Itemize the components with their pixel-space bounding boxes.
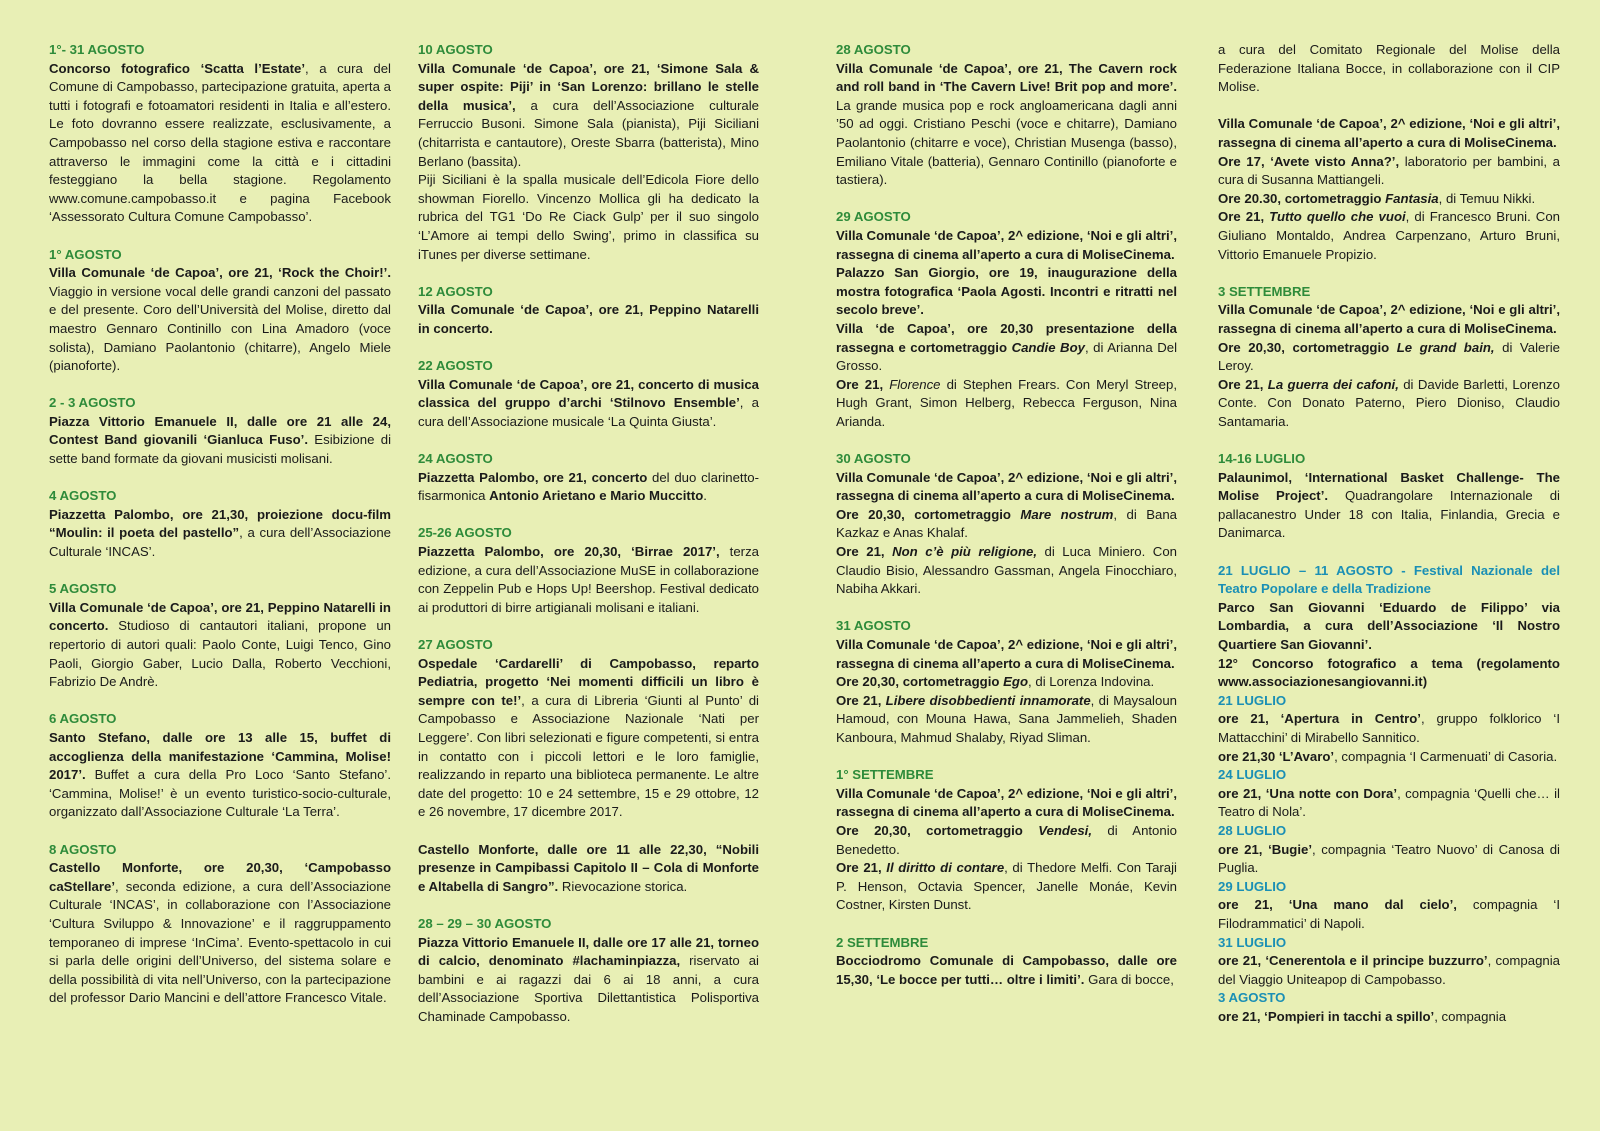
event-date: 25-26 AGOSTO [418,525,512,541]
event-text: Ore 20,30, cortometraggio Mare nostrum, di Bana Kazkaz e Anas Khalaf. [836,506,1178,541]
event-text: Ore 20.30, cortometraggio Fantasia, di Temuu Nikki. [1218,190,1536,206]
event-date: 22 AGOSTO [418,358,493,374]
event-12-agosto [418,283,759,339]
event-text: Villa Comunale ‘de Capoa’, 2^ edizione, ‘Noi e gli altri’, rassegna di cinema all’aperto a cura di MoliseCinema. [836,637,1177,671]
festival-date: 31 LUGLIO [1218,934,1287,950]
event-1-settembre [836,766,1177,915]
event-date: 4 AGOSTO [49,488,117,504]
event-14-16-luglio [1218,450,1560,543]
festival-date: 3 AGOSTO [1218,990,1286,1006]
festival-show: ore 21, ‘Una mano dal cielo’, compagnia ‘I Filodrammatici’ di Napoli. [1218,897,1561,931]
event-text: Villa Comunale ‘de Capoa’, ore 21, ‘Simone Sala & super ospite: Piji’ in ‘San Lorenzo: brillano le stelle della musica’, a cura dell’Associazione culturale Ferruccio Busoni. Simone Sala (pianista), Piji Siciliani (chitarrista e cantautore), Oreste Sbarra (batterista), Mino Berlano (bassita). [418,60,759,169]
event-27-agosto-castello [418,841,759,897]
event-28-30-agosto [418,915,759,1027]
event-text: Villa Comunale ‘de Capoa’, ore 21, Peppino Natarelli in concerto. [418,302,759,336]
event-date: 31 AGOSTO [836,618,911,634]
festival-title: 21 LUGLIO – 11 AGOSTO - Festival Nazionale del Teatro Popolare e della Tradizione [1218,562,1560,597]
event-text: Villa Comunale ‘de Capoa’, ore 21, ‘Rock the Choir!’. Viaggio in versione vocal delle grandi canzoni del passato e del presente. Coro dell’Università del Molise, diretto dal maestro Gennaro Continillo con Lina Amadoro (voce solista), Damiano Paolantonio (chitarre), Angelo Miele (pianoforte). [49,265,391,374]
event-28-agosto [836,41,1177,190]
event-text: Ore 20,30, cortometraggio Ego, di Lorenza Indovina. [836,674,1155,690]
event-text: a cura del Comitato Regionale del Molise della Federazione Italiana Bocce, in collaborazione con il CIP Molise. [1218,42,1560,95]
event-text: Ore 21, La guerra dei cafoni, di Davide Barletti, Lorenzo Conte. Con Donato Paterno, Piero Dioniso, Claudio Santamaria. [1218,376,1560,429]
event-1-31-agosto [49,41,391,227]
festival-teatro-popolare [1218,562,1560,1027]
event-text: Villa Comunale ‘de Capoa’, ore 21, Peppino Natarelli in concerto. Studioso di cantautori italiani, propone un repertorio di autori quali: Paolo Conte, Luigi Tenco, Gino Paoli, Giorgio Gaber, Lucio Dalla, Roberto Vecchioni, Fabrizio De Andrè. [49,599,391,690]
event-29-agosto [836,208,1177,431]
event-date: 28 – 29 – 30 AGOSTO [418,915,552,931]
festival-show: ore 21, ‘Bugie’, compagnia ‘Teatro Nuovo’ di Canosa di Puglia. [1218,841,1560,876]
event-text: Villa Comunale ‘de Capoa’, ore 21, The Cavern rock and roll band in ‘The Cavern Live! Brit pop and more’. La grande musica pop e rock angloamericana dagli anni ’50 ad oggi. Cristiano Peschi (voce e chitarre), Damiano Paolantonio (chitarre e voce), Christian Musenga (basso), Emiliano Vitale (batteria), Gennaro Continillo (pianoforte e tastiera). [836,60,1177,188]
event-text: Piazzetta Palombo, ore 21,30, proiezione docu-film “Moulin: il poeta del pastello”, a cura dell’Associazione Culturale ‘INCAS’. [49,506,391,560]
event-text: Ore 21, Il diritto di contare, di Thedore Melfi. Con Taraji P. Henson, Octavia Spencer, Janelle Monáe, Kevin Costner, Kirsten Dunst. [836,860,1177,913]
event-date: 2 - 3 AGOSTO [49,395,136,411]
event-text: Piazzetta Palombo, ore 20,30, ‘Birrae 2017’, terza edizione, a cura dell’Associazione MuSE in collaborazione con Zeppelin Pub e Hops Up! Beershop. Festival dedicato ai produttori di birre artigianali molisani e italiani. [418,544,759,615]
event-text: Concorso fotografico ‘Scatta l’Estate’, a cura del Comune di Campobasso, partecipazione gratuita, aperta a tutti i fotografi e fotoamatori residenti in Italia e all’estero. Le foto dovranno essere realizzate, esclusivamente, a Campobasso nel corso della stagione estiva e raccontare attraverso le immagini come la città e i cittadini festeggiano la bella stagione. Regolamento www.comune.campobasso.it e pagina Facebook ‘Assessorato Cultura Comune Campobasso’. [49,60,391,225]
event-text: Villa Comunale ‘de Capoa’, ore 21, concerto di musica classica del gruppo d’archi ‘Stilnovo Ensemble’, a cura dell’Associazione musicale ‘La Quinta Giusta’. [418,376,759,429]
event-date: 27 AGOSTO [418,637,493,652]
event-text: Palazzo San Giorgio, ore 19, inaugurazione della mostra fotografica ‘Paola Agosti. Incontri e ritratti nel secolo breve’. [836,265,1177,318]
event-text: Santo Stefano, dalle ore 13 alle 15, buffet di accoglienza della manifestazione ‘Cammina, Molise! 2017’. Buffet a cura della Pro Loco ‘Santo Stefano’. ‘Cammina, Molise!’ è un evento turistico-socio-culturale, organizzato dall’Associazione Culturale ‘La Terra’. [49,729,391,820]
event-31-agosto [836,617,1177,747]
event-text: Ore 21, Florence di Stephen Frears. Con Meryl Streep, Hugh Grant, Simon Helberg, Rebecca Ferguson, Nina Arianda. [836,376,1177,429]
event-text: Ospedale ‘Cardarelli’ di Campobasso, reparto Pediatria, progetto ‘Nei momenti difficili un libro è sempre con te!’, a cura di Libreria ‘Giunti al Punto’ di Campobasso e Associazione Nazionale ‘Nati per Leggere’. Con libri selezionati e figure competenti, si entra in contatto con i piccoli lettori e le loro famiglie, realizzando in reparto una biblioteca permanente. Le altre date del progetto: 10 e 24 settembre, 15 e 29 ottobre, 12 e 26 novembre, 17 dicembre 2017. [418,655,759,820]
event-1-agosto [49,246,391,376]
festival-contest: 12° Concorso fotografico a tema (regolamento www.associazionesangiovanni.it) [1218,655,1560,690]
festival-show: ore 21, ‘Pompieri in tacchi a spillo’, compagnia [1218,1008,1507,1024]
event-date: 24 AGOSTO [418,451,493,467]
event-22-agosto [418,357,759,431]
event-date: 3 SETTEMBRE [1218,283,1311,299]
event-27-agosto [418,636,759,822]
event-text: Bocciodromo Comunale di Campobasso, dalle ore 15,30, ‘Le bocce per tutti… oltre i limiti’. Gara di bocce, [836,953,1177,987]
column-4 [1218,41,1560,1026]
event-10-agosto [418,41,759,264]
event-text: Villa Comunale ‘de Capoa’, 2^ edizione, ‘Noi e gli altri’, rassegna di cinema all’aperto a cura di MoliseCinema. [836,227,1177,262]
event-5-agosto [49,580,391,692]
festival-place: Parco San Giovanni ‘Eduardo de Filippo’ via Lombardia, a cura dell’Associazione ‘Il Nostro Quartiere San Giovanni’. [1218,599,1560,652]
event-text: Villa Comunale ‘de Capoa’, 2^ edizione, ‘Noi e gli altri’, rassegna di cinema all’aperto a cura di MoliseCinema. [836,785,1177,820]
event-24-agosto [418,450,759,506]
event-text: Castello Monforte, ore 20,30, ‘Campobasso caStellare’, seconda edizione, a cura dell’Associazione Culturale ‘INCAS’, in collaborazione con l’Associazione ‘Cultura Sviluppo & Innovazione’ e il raggruppamento temporaneo di imprese ‘InCima’. Evento-spettacolo in cui si parla delle origini dell’Universo, del sistema solare e della possibilità di vita nell’Universo, con la partecipazione del professor Dario Mancini e dell’attore Francesco Vitale. [49,860,391,1006]
event-date: 8 AGOSTO [49,841,117,857]
event-date: 2 SETTEMBRE [836,934,929,950]
event-date: 14-16 LUGLIO [1218,451,1306,467]
event-6-agosto [49,710,391,822]
event-text: Piazzetta Palombo, ore 21, concerto del duo clarinetto-fisarmonica Antonio Arietano e Mario Muccitto. [418,469,759,504]
festival-show: ore 21, ‘Una notte con Dora’, compagnia ‘Quelli che… il Teatro di Nola’. [1218,785,1560,820]
event-text: Ore 21, Tutto quello che vuoi, di Francesco Bruni. Con Giuliano Montaldo, Andrea Carpenzano, Arturo Bruni, Vittorio Emanuele Propizio. [1218,209,1560,262]
event-25-26-agosto [418,524,759,617]
festival-show: ore 21, ‘Apertura in Centro’, gruppo folklorico ‘I Mattacchini’ di Mirabello Sannitico. [1218,711,1560,745]
event-date: 1° AGOSTO [49,246,122,262]
event-30-agosto [836,450,1177,599]
event-date: 10 AGOSTO [418,42,493,57]
event-date: 1° SETTEMBRE [836,767,934,783]
event-text: Ore 21, Libere disobbedienti innamorate, di Maysaloun Hamoud, con Mouna Hawa, Sana Jammelieh, Shaden Kanboura, Mahmud Shalaby, Riyad Sliman. [836,692,1177,745]
event-text: Villa Comunale ‘de Capoa’, 2^ edizione, ‘Noi e gli altri’, rassegna di cinema all’aperto a cura di MoliseCinema. [1218,116,1560,150]
event-date: 30 AGOSTO [836,451,911,467]
event-date: 12 AGOSTO [418,283,493,299]
event-text: Ore 21, Non c’è più religione, di Luca Miniero. Con Claudio Bisio, Alessandro Gassman, Angela Finocchiaro, Nabiha Akkari. [836,544,1178,597]
event-date: 28 AGOSTO [836,42,911,57]
event-4-agosto [49,487,391,561]
event-date: 1°- 31 AGOSTO [49,42,145,57]
event-2-settembre-cinema [1218,115,1560,264]
event-text: Villa ‘de Capoa’, ore 20,30 presentazione della rassegna e cortometraggio Candie Boy, di Arianna Del Grosso. [836,320,1178,374]
event-3-settembre [1218,283,1560,432]
event-text: Ore 17, ‘Avete visto Anna?’, laboratorio per bambini, a cura di Susanna Mattiangeli. [1218,153,1560,188]
festival-date: 29 LUGLIO [1218,878,1287,894]
event-text: Ore 20,30, cortometraggio Vendesi, di Antonio Benedetto. [836,822,1177,857]
festival-date: 21 LUGLIO [1218,692,1287,708]
column-1 [49,41,391,1026]
event-2-settembre-cont [1218,41,1560,97]
event-date: 29 AGOSTO [836,209,911,225]
event-2-3-agosto [49,394,391,468]
festival-date: 28 LUGLIO [1218,822,1287,838]
event-2-settembre [836,934,1177,990]
event-date: 6 AGOSTO [49,711,117,727]
festival-show: ore 21, ‘Cenerentola e il principe buzzurro’, compagnia del Viaggio Uniteapop di Campobasso. [1218,953,1560,987]
event-text: Villa Comunale ‘de Capoa’, 2^ edizione, ‘Noi e gli altri’, rassegna di cinema all’aperto a cura di MoliseCinema. [836,469,1177,504]
column-2 [418,41,759,1045]
event-note: Piji Siciliani è la spalla musicale dell’Edicola Fiore dello showman Fiorello. Vincenzo Mollica gli ha dedicato la rubrica del TG1 ‘Do Re Ciack Gulp’ per il suo singolo ‘L’Amore ai tempi dello Swing’, primo in classifica su iTunes per diverse settimane. [418,172,759,262]
event-text: Piazza Vittorio Emanuele II, dalle ore 17 alle 21, torneo di calcio, denominato #lachaminpiazza, riservato ai bambini e ai ragazzi dai 6 ai 18 anni, a cura dell’Associazione Sportiva Dilettantistica Polisportiva Chaminade Campobasso. [418,934,759,1024]
festival-show: ore 21,30 ‘L’Avaro’, compagnia ‘I Carmenuati’ di Casoria. [1218,748,1558,764]
event-date: 5 AGOSTO [49,581,117,597]
event-text: Villa Comunale ‘de Capoa’, 2^ edizione, ‘Noi e gli altri’, rassegna di cinema all’aperto a cura di MoliseCinema. [1218,302,1560,336]
event-text: Castello Monforte, dalle ore 11 alle 22,30, “Nobili presenze in Campibassi Capitolo II – Cola di Monforte e Altabella di Sangro”. Rievocazione storica. [418,841,759,894]
event-text: Piazza Vittorio Emanuele II, dalle ore 21 alle 24, Contest Band giovanili ‘Gianluca Fuso’. Esibizione di sette band formate da giovani musicisti molisani. [49,413,391,467]
column-3 [836,41,1177,989]
event-8-agosto [49,841,391,1008]
event-text: Palaunimol, ‘International Basket Challenge- The Molise Project’. Quadrangolare Internazionale di pallacanestro Under 18 con Italia, Finlandia, Grecia e Danimarca. [1218,469,1560,541]
festival-date: 24 LUGLIO [1218,767,1287,783]
event-text: Ore 20,30, cortometraggio Le grand bain, di Valerie Leroy. [1218,339,1560,374]
